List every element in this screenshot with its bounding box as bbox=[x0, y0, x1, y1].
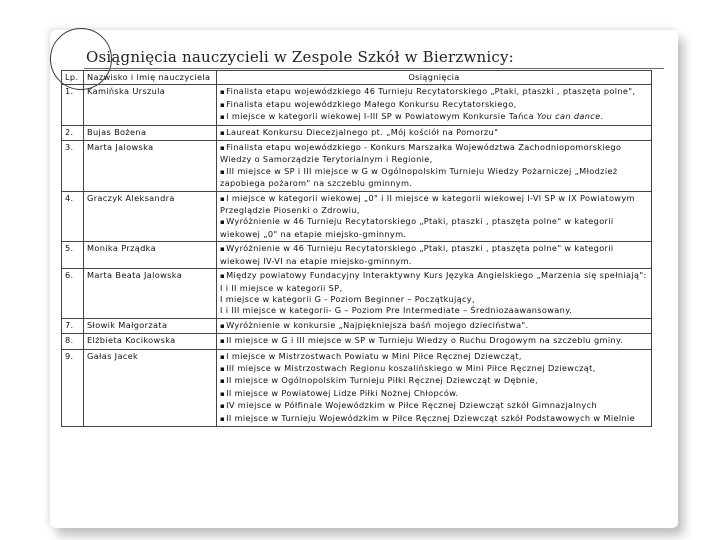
achievements-cell bbox=[217, 191, 652, 242]
header-lp: Lp. bbox=[62, 71, 84, 85]
row-number: 9. bbox=[62, 349, 84, 426]
teacher-name: Monika Prządka bbox=[84, 242, 217, 269]
achievements-cell bbox=[217, 349, 652, 426]
table-row bbox=[62, 269, 652, 319]
table-row bbox=[62, 125, 652, 140]
achievement-text: II miejsce w Ogólnopolskim Turnieju Piłki Ręcznej Dziewcząt w Dębnie, bbox=[226, 375, 538, 386]
row-number: 1. bbox=[62, 85, 84, 125]
achievement-text: I miejsce w kategorii wiekowej I-III SP w Powiatowym Konkursie Tańca bbox=[226, 111, 537, 122]
slide-title: Osiągnięcia nauczycieli w Zespole Szkół w Bierzwnicy: bbox=[86, 48, 514, 66]
achievement-text: III miejsce w Mistrzostwach Regionu koszalińskiego w Mini Piłce Ręcznej Dziewcząt, bbox=[226, 362, 596, 373]
achievement-item bbox=[220, 193, 648, 217]
teacher-name: Graczyk Aleksandra bbox=[84, 191, 217, 242]
title-underline bbox=[84, 68, 664, 69]
table-row bbox=[62, 334, 652, 349]
achievement-item bbox=[220, 294, 648, 305]
row-number: 7. bbox=[62, 318, 84, 333]
achievement-item bbox=[220, 388, 648, 400]
table-row bbox=[62, 349, 652, 426]
table-row bbox=[62, 85, 652, 125]
achievement-item bbox=[220, 99, 648, 111]
achievement-text: I i II miejsce w kategorii SP, bbox=[220, 282, 343, 293]
achievement-text: I miejsce w kategorii G - Poziom Beginner – Początkujący, bbox=[220, 293, 475, 304]
achievement-text: II miejsce w Powiatowej Lidze Piłki Nożnej Chłopców. bbox=[226, 387, 459, 398]
achievement-text: IV miejsce w Półfinale Wojewódzkim w Piłce Ręcznej Dziewcząt szkół Gimnazjalnych bbox=[226, 400, 597, 411]
achievement-item bbox=[220, 270, 648, 282]
teacher-name: Marta Jalowska bbox=[84, 141, 217, 192]
achievement-item bbox=[220, 351, 648, 363]
table-row bbox=[62, 191, 652, 242]
table-header-row bbox=[62, 71, 652, 85]
achievement-item bbox=[220, 375, 648, 387]
row-number: 2. bbox=[62, 125, 84, 140]
achievement-item bbox=[220, 127, 648, 139]
achievement-text: II miejsce w Turnieju Wojewódzkim w Piłce Ręcznej Dziewcząt szkół Podstawowych w Mielnie bbox=[226, 412, 636, 423]
achievement-item bbox=[220, 283, 648, 294]
teacher-name: Słowik Małgorzata bbox=[84, 318, 217, 333]
teacher-name: Kamińska Urszula bbox=[84, 85, 217, 125]
row-number: 4. bbox=[62, 191, 84, 242]
teacher-name: Bujas Bożena bbox=[84, 125, 217, 140]
header-achievements: Osiągnięcia bbox=[217, 71, 652, 85]
achievement-text: I miejsce w Mistrzostwach Powiatu w Mini Piłce Ręcznej Dziewcząt, bbox=[226, 350, 522, 361]
row-number: 6. bbox=[62, 269, 84, 319]
achievements-cell bbox=[217, 85, 652, 125]
achievement-item bbox=[220, 363, 648, 375]
achievement-text: I i III miejsce w kategorii- G – Poziom Pre Intermediate – Średniozaawansowany. bbox=[220, 305, 573, 316]
achievement-text: Laureat Konkursu Diecezjalnego pt. „Mój kościół na Pomorzu" bbox=[226, 126, 499, 137]
achievement-text: I miejsce w kategorii wiekowej „0" i II miejsce w kategorii wiekowej I-VI SP w IX Powiatowym Przeglądzie Piosenki o Zdrowiu, bbox=[220, 192, 635, 216]
achievements-cell bbox=[217, 334, 652, 349]
achievement-tail-text: . bbox=[600, 111, 604, 122]
achievement-item bbox=[220, 335, 648, 347]
achievement-item bbox=[220, 305, 648, 316]
teacher-name: Marta Beata Jalowska bbox=[84, 269, 217, 319]
row-number: 3. bbox=[62, 141, 84, 192]
achievement-item bbox=[220, 400, 648, 412]
achievement-text: Wyróżnienie w 46 Turnieju Recytatorskiego „Ptaki, ptaszki , ptaszęta polne" w kategorii wiekowej IV-VI na etapie miejsko-gminnym. bbox=[220, 243, 614, 266]
achievement-text: Między powiatowy Fundacyjny Interaktywny Kurs Języka Angielskiego „Marzenia się spełniają": bbox=[226, 270, 647, 281]
achievement-item bbox=[220, 142, 648, 166]
achievement-text: III miejsce w SP i III miejsce w G w Ogólnopolskim Turnieju Wiedzy Pożarniczej „Młodzież zapobiega pożarom" na szczeblu gminnym. bbox=[220, 165, 618, 189]
achievement-text: II miejsce w G i III miejsce w SP w Turnieju Wiedzy o Ruchu Drogowym na szczeblu gminy. bbox=[226, 335, 623, 346]
achievements-cell bbox=[217, 318, 652, 333]
table-row bbox=[62, 242, 652, 269]
achievement-text: Wyróżnienie w konkursie „Najpiękniejsza baśń mojego dzieciństwa". bbox=[226, 319, 529, 330]
achievement-item bbox=[220, 216, 648, 240]
table-row bbox=[62, 318, 652, 333]
achievement-item bbox=[220, 111, 648, 123]
achievements-cell bbox=[217, 141, 652, 192]
row-number: 8. bbox=[62, 334, 84, 349]
achievements-cell bbox=[217, 125, 652, 140]
achievements-cell bbox=[217, 269, 652, 319]
achievement-text: Wyróżnienie w 46 Turnieju Recytatorskiego „Ptaki, ptaszki , ptaszęta polne" w kategorii wiekowej „0" na etapie miejsko-gminnym. bbox=[220, 216, 614, 239]
achievement-text: Finalista etapu wojewódzkiego Małego Konkursu Recytatorskiego, bbox=[226, 98, 517, 109]
achievement-text: Finalista etapu wojewódzkiego 46 Turnieju Recytatorskiego „Ptaki, ptaszki , ptaszęta polne", bbox=[226, 86, 636, 97]
achievement-text: Finalista etapu wojewódzkiego - Konkurs Marszałka Województwa Zachodniopomorskiego Wiedzy o Samorządzie Terytorialnym i Regionie, bbox=[220, 142, 622, 165]
table-row bbox=[62, 141, 652, 192]
table-body bbox=[62, 85, 652, 427]
achievements-table bbox=[61, 70, 652, 427]
achievement-item bbox=[220, 413, 648, 425]
teacher-name: Gałas Jacek bbox=[84, 349, 217, 426]
achievement-item bbox=[220, 166, 648, 190]
achievements-cell bbox=[217, 242, 652, 269]
achievement-item bbox=[220, 86, 648, 98]
achievement-italic-text: You can dance bbox=[536, 111, 601, 122]
achievement-item bbox=[220, 243, 648, 267]
header-teacher-name: Nazwisko i imię nauczyciela bbox=[84, 71, 217, 85]
achievement-item bbox=[220, 320, 648, 332]
row-number: 5. bbox=[62, 242, 84, 269]
teacher-name: Elżbieta Kocikowska bbox=[84, 334, 217, 349]
